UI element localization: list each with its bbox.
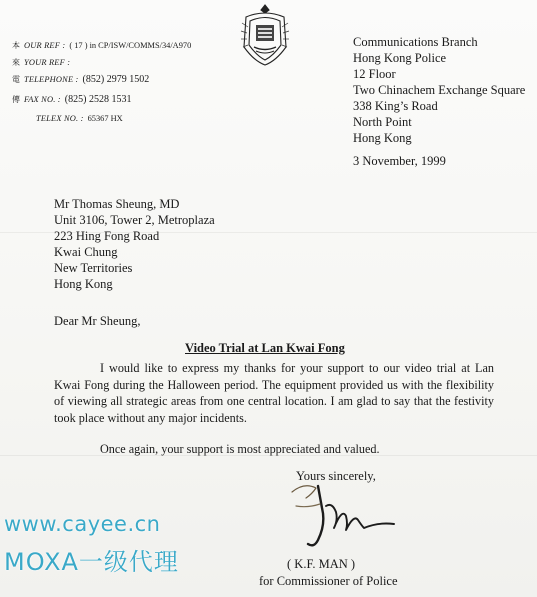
telex-label: TELEX NO. :	[36, 114, 84, 123]
telephone-line	[12, 74, 149, 86]
recipient-line: Mr Thomas Sheung, MD	[54, 197, 180, 211]
body-paragraph-2: Once again, your support is most appreciated and valued.	[100, 442, 380, 456]
sender-line: Hong Kong Police	[353, 51, 447, 65]
salutation: Dear Mr Sheung,	[54, 314, 141, 328]
your-ref-label: YOUR REF :	[24, 58, 71, 67]
your-ref-zh: 來	[12, 58, 20, 67]
telephone-value: (852) 2979 1502	[82, 74, 150, 85]
watermark-url: www.cayee.cn	[4, 512, 161, 536]
sender-line: Hong Kong	[353, 131, 412, 145]
hong-kong-police-emblem-icon	[236, 3, 294, 67]
letter-date: 3 November, 1999	[353, 154, 446, 168]
recipient-line: Unit 3106, Tower 2, Metroplaza	[54, 213, 215, 227]
your-ref-line	[12, 57, 74, 69]
signatory-name: ( K.F. MAN )	[287, 557, 356, 571]
signatory-title: for Commissioner of Police	[259, 574, 398, 588]
recipient-address	[54, 196, 215, 292]
recipient-line: Hong Kong	[54, 277, 113, 291]
telex-line	[36, 113, 123, 125]
recipient-line: New Territories	[54, 261, 133, 275]
sender-line: Two Chinachem Exchange Square	[353, 83, 526, 97]
our-ref-zh: 本	[12, 41, 20, 50]
our-ref-label: OUR REF :	[24, 41, 66, 50]
telex-value: 65367 HX	[87, 114, 123, 123]
telephone-zh: 電	[12, 75, 20, 84]
our-ref-value: ( 17 ) in CP/ISW/COMMS/34/A970	[69, 41, 192, 50]
our-ref-line	[12, 40, 191, 52]
telephone-label: TELEPHONE :	[24, 75, 79, 84]
fax-label: FAX NO. :	[24, 95, 61, 104]
body-paragraph-1: I would like to express my thanks for your support to our video trial at Lan Kwai Fong during the Halloween period. The equipment provided us with the flexibility of viewing all strategic areas from one central location. I am glad to say that the festivity took place without any major incidents.	[54, 361, 494, 425]
sender-line: 12 Floor	[353, 67, 396, 81]
sender-address	[353, 34, 525, 146]
recipient-line: 223 Hing Fong Road	[54, 229, 160, 243]
handwritten-signature	[282, 478, 412, 556]
letter-subject: Video Trial at Lan Kwai Fong	[185, 341, 345, 355]
sender-line: Communications Branch	[353, 35, 478, 49]
sender-line: 338 King’s Road	[353, 99, 438, 113]
fax-value: (825) 2528 1531	[64, 94, 132, 105]
closing: Yours sincerely,	[296, 469, 376, 483]
fax-line	[12, 94, 131, 106]
watermark-brand: MOXA一级代理	[4, 548, 179, 576]
recipient-line: Kwai Chung	[54, 245, 118, 259]
sender-line: North Point	[353, 115, 412, 129]
fax-zh: 傳	[12, 95, 20, 104]
